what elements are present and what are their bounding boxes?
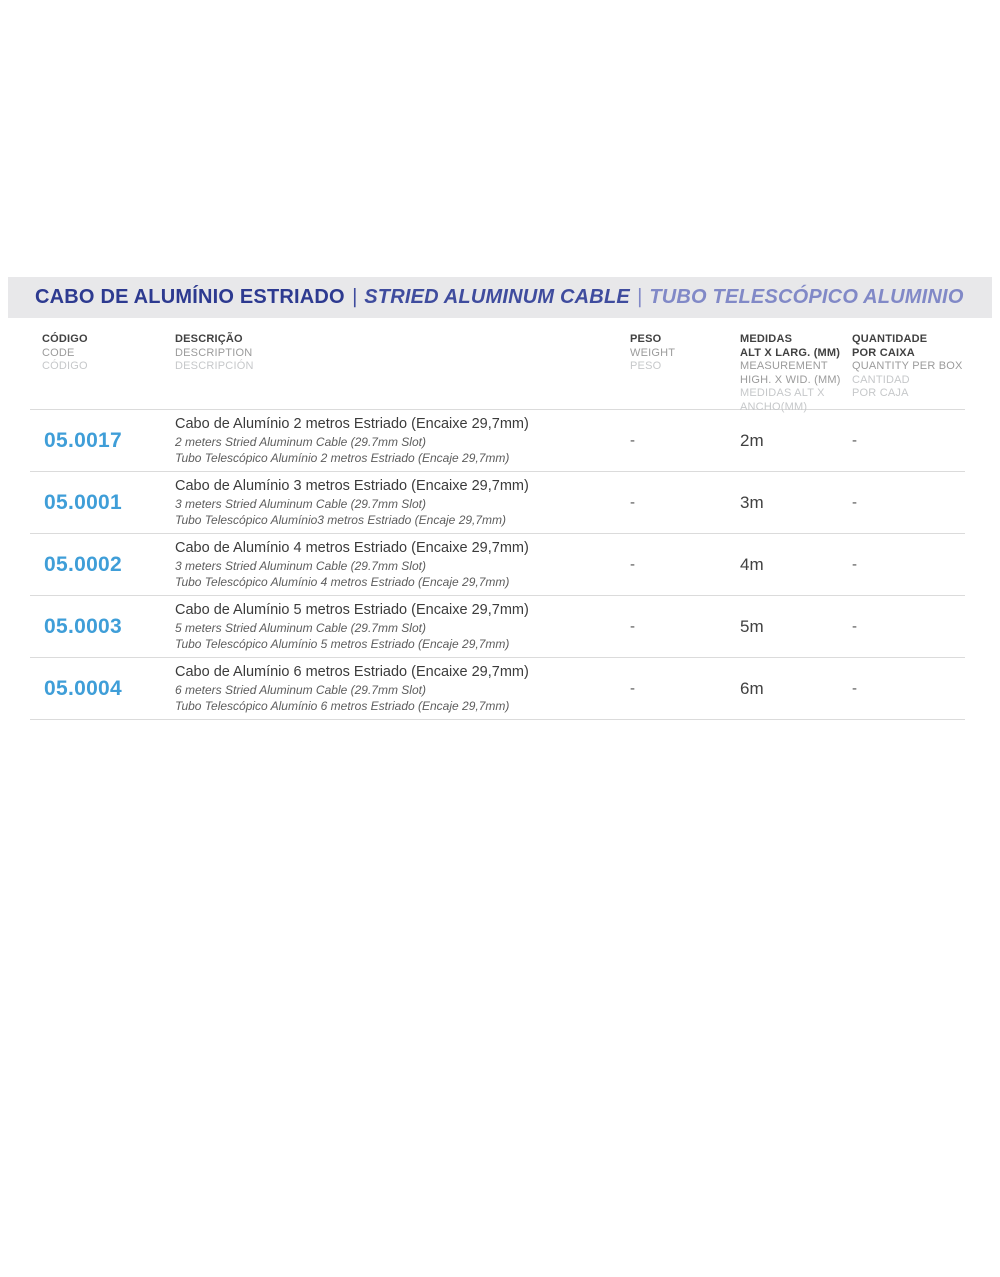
quantity-per-box-value: -: [852, 680, 857, 697]
product-code: 05.0017: [44, 428, 123, 452]
catalog-page: [0, 277, 1000, 720]
header-line-en: QUANTITY PER BOX: [852, 360, 963, 372]
section-title-bar: [8, 277, 992, 318]
description-pt: Cabo de Alumínio 5 metros Estriado (Encaixe 29,7mm): [175, 602, 529, 618]
header-line-pt: ALT X LARG. (MM): [740, 346, 841, 359]
description-en: 5 meters Stried Aluminum Cable (29.7mm Slot): [175, 621, 426, 635]
quantity-per-box-value: -: [852, 494, 857, 511]
header-line-es: ANCHO(MM): [740, 400, 808, 413]
weight-value: -: [630, 618, 635, 635]
header-line-es: PESO: [630, 360, 662, 372]
table-row: [30, 658, 965, 720]
table-row: [30, 472, 965, 534]
description-pt: Cabo de Alumínio 4 metros Estriado (Encaixe 29,7mm): [175, 540, 529, 556]
title-english: STRIED ALUMINUM CABLE: [364, 286, 630, 308]
description-pt: Cabo de Alumínio 6 metros Estriado (Encaixe 29,7mm): [175, 664, 529, 680]
header-line-es: CÓDIGO: [42, 360, 88, 372]
product-table: [30, 318, 965, 720]
title-separator-icon: |: [636, 286, 643, 308]
product-code: 05.0003: [44, 614, 123, 638]
description-en: 2 meters Stried Aluminum Cable (29.7mm Slot): [175, 435, 426, 449]
column-header-medidas: [740, 333, 852, 414]
title-portuguese: CABO DE ALUMÍNIO ESTRIADO: [35, 286, 345, 308]
weight-value: -: [630, 432, 635, 449]
column-header-peso: [630, 333, 740, 414]
weight-value: -: [630, 556, 635, 573]
table-header-row: [30, 318, 965, 413]
header-line-pt: POR CAIXA: [852, 346, 915, 359]
table-row: [30, 534, 965, 596]
description-es: Tubo Telescópico Alumínio3 metros Estriado (Encaje 29,7mm): [175, 513, 507, 527]
product-description: [175, 663, 630, 714]
table-row: [30, 596, 965, 658]
product-code: 05.0001: [44, 490, 123, 514]
header-line-en: CODE: [42, 346, 75, 359]
header-line-pt: MEDIDAS: [740, 333, 793, 345]
quantity-per-box-value: -: [852, 556, 857, 573]
header-line-en: WEIGHT: [630, 346, 676, 359]
column-header-descricao: [175, 333, 630, 414]
header-line-pt: PESO: [630, 333, 662, 345]
description-es: Tubo Telescópico Alumínio 2 metros Estriado (Encaje 29,7mm): [175, 451, 510, 465]
table-row: [30, 410, 965, 472]
product-description: [175, 539, 630, 590]
description-es: Tubo Telescópico Alumínio 4 metros Estriado (Encaje 29,7mm): [175, 575, 510, 589]
measurement-value: 3m: [740, 492, 764, 512]
header-line-es: DESCRIPCIÓN: [175, 360, 254, 372]
title-separator-icon: |: [351, 286, 358, 308]
header-line-es: POR CAJA: [852, 387, 909, 399]
measurement-value: 6m: [740, 678, 764, 698]
weight-value: -: [630, 680, 635, 697]
measurement-value: 4m: [740, 554, 764, 574]
header-line-es: CANTIDAD: [852, 373, 910, 386]
description-es: Tubo Telescópico Alumínio 5 metros Estriado (Encaje 29,7mm): [175, 637, 510, 651]
header-line-pt: CÓDIGO: [42, 333, 88, 345]
measurement-value: 5m: [740, 616, 764, 636]
header-line-en: DESCRIPTION: [175, 346, 253, 359]
weight-value: -: [630, 494, 635, 511]
description-pt: Cabo de Alumínio 2 metros Estriado (Encaixe 29,7mm): [175, 416, 529, 432]
quantity-per-box-value: -: [852, 432, 857, 449]
header-line-en: MEASUREMENT: [740, 360, 828, 372]
product-code: 05.0004: [44, 676, 123, 700]
page-title: [35, 286, 964, 309]
description-es: Tubo Telescópico Alumínio 6 metros Estriado (Encaje 29,7mm): [175, 699, 510, 713]
header-line-es: MEDIDAS ALT X: [740, 387, 825, 399]
product-code: 05.0002: [44, 552, 123, 576]
product-description: [175, 601, 630, 652]
quantity-per-box-value: -: [852, 618, 857, 635]
header-line-pt: QUANTIDADE: [852, 333, 928, 345]
description-en: 3 meters Stried Aluminum Cable (29.7mm Slot): [175, 559, 426, 573]
title-spanish: TUBO TELESCÓPICO ALUMINIO: [649, 286, 964, 308]
description-en: 6 meters Stried Aluminum Cable (29.7mm Slot): [175, 683, 426, 697]
header-line-pt: DESCRIÇÃO: [175, 333, 243, 345]
column-header-quantidade: [852, 333, 965, 414]
product-description: [175, 415, 630, 466]
product-description: [175, 477, 630, 528]
header-line-en: HIGH. X WID. (MM): [740, 373, 841, 386]
measurement-value: 2m: [740, 430, 764, 450]
description-en: 3 meters Stried Aluminum Cable (29.7mm Slot): [175, 497, 426, 511]
description-pt: Cabo de Alumínio 3 metros Estriado (Encaixe 29,7mm): [175, 478, 529, 494]
column-header-codigo: [42, 333, 175, 414]
